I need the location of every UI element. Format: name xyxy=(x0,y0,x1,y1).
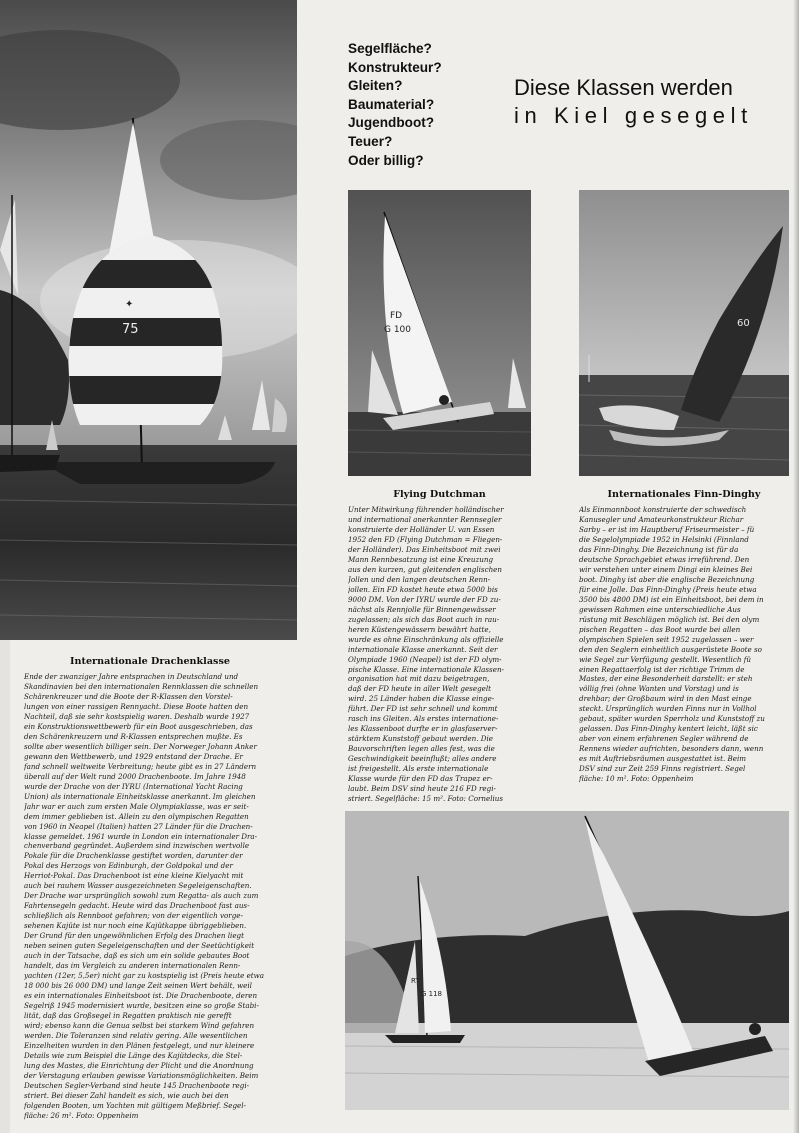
text-line: Segelriß 1945 modernisiert wurde, besitzen eine so große Stabi- xyxy=(24,1000,259,1010)
headline-line-2: in Kiel gesegelt xyxy=(514,103,753,128)
text-line: boot. Dinghy ist aber die englische Bezeichnung xyxy=(579,574,755,584)
caption-flying-dutchman: Flying Dutchman xyxy=(393,489,486,500)
text-line: jollen. Ein FD kostet heute etwa 5000 bis xyxy=(348,584,498,594)
text-line: von 1960 in Neapel (Italien) hatten 27 Länder für die Drachen- xyxy=(24,821,253,831)
text-line: wurde es ohne Einschränkung als offizielle xyxy=(348,634,504,644)
photo-flying-dutchman xyxy=(348,190,531,476)
text-line: pische Klasse. Eine internationale Klassen- xyxy=(348,664,504,674)
text-line: einen Regattaerfolg ist der richtige Trimm de xyxy=(579,664,745,674)
text-line: rüstung mit Beschlägen möglich ist. Bei den olym xyxy=(579,614,760,624)
text-line: Fahrtensegeln gedacht. Heute wird das Drachenboot fast aus- xyxy=(24,901,250,911)
question-item: Gleiten? xyxy=(348,78,403,94)
sail-number-class: RT xyxy=(411,977,420,985)
text-line: daß der FD heute in aller Welt gesegelt xyxy=(348,684,492,694)
text-line: Rennens wieder aufrichten, besonders dann, wenn xyxy=(579,744,764,754)
question-item: Oder billig? xyxy=(348,152,424,168)
text-line: dem immer geblieben ist. Allein zu den olympischen Regatten xyxy=(24,811,249,821)
text-line: der Verstagung erlauben gewisse Variationsmöglichkeiten. Beim xyxy=(24,1070,259,1080)
spinnaker-number: 75 xyxy=(122,322,139,337)
text-line: Herriot-Pokal. Das Drachenboot ist eine kleine Kielyacht mit xyxy=(24,871,244,881)
text-line: pischen Regatten – das Boot wurde bei allen xyxy=(579,624,741,634)
text-line: Sarby – er ist im Hauptberuf Friseurmeister – fü xyxy=(579,524,755,534)
text-line: laubt. Beim DSV sind heute 216 FD regi- xyxy=(348,784,496,794)
photo-drachenklasse xyxy=(0,0,297,640)
text-line: wird; ebenso kann die Genua selbst bei starkem Wind gefahren xyxy=(24,1020,255,1030)
text-line: DSV sind zur Zeit 259 Finns registriert. Segel xyxy=(579,764,746,774)
caption-drachenklasse: Internationale Drachenklasse xyxy=(70,656,230,667)
question-item: Teuer? xyxy=(348,133,393,149)
sail-number: G 100 xyxy=(384,325,412,335)
text-line: völlig frei (ohne Wanten und Vorstag) und is xyxy=(579,684,739,694)
text-line: nächst als Rennjolle für Binnengewässer xyxy=(348,604,496,614)
text-line: das Finn-Dinghy. Die Bezeichnung ist für da xyxy=(579,544,739,554)
sail-number: G 118 xyxy=(421,990,443,998)
text-line: Details wie zum Beispiel die Länge des Kajütdecks, die Stel- xyxy=(24,1050,243,1060)
text-line: den Schärenkreuzern und R-Klassen entsprechen mußte. Es xyxy=(24,731,243,741)
text-line: lungen von einer rassigen Rennyacht. Diese Boote hatten den xyxy=(24,701,249,711)
text-line: 3500 bis 4800 DM) ist ein Einheitsboot, bei dem in xyxy=(579,594,764,604)
text-line: internationale Klasse anerkannt. Seit der xyxy=(348,644,498,654)
spinnaker-mark: ✦ xyxy=(125,299,134,310)
text-line: Skandinavien bei den internationalen Rennklassen die schnellen xyxy=(24,681,259,691)
text-line: Deutschen Segler-Verband sind heute 145 Drachenboote regi- xyxy=(24,1080,250,1090)
text-line: stärktem Kunststoff gebaut werden. Die xyxy=(348,734,494,744)
text-line: konstruierte der Holländer U. van Essen xyxy=(348,524,495,534)
text-line: Mann Rennbesatzung ist eine Kreuzung xyxy=(348,554,494,564)
text-line: Olympiade 1960 (Neapel) ist der FD olym- xyxy=(348,654,502,664)
photo-finn-dinghy xyxy=(579,190,789,476)
text-line: wir verstehen unter einem Dingi ein kleines Bei xyxy=(579,564,753,574)
text-line: führt. Der FD ist sehr schnell und kommt xyxy=(348,704,498,714)
question-item: Baumaterial? xyxy=(348,96,435,112)
text-line: heren Küstengewässern bewährt hatte, xyxy=(348,624,491,634)
page-headline xyxy=(514,74,799,130)
text-line: Der Drache war ursprünglich sowohl zum Regatta- als auch zum xyxy=(24,891,259,901)
text-line: rasch ins Gleiten. Als erstes internatione- xyxy=(348,714,499,724)
text-line: les Klassenboot durfte er in glasfaserver- xyxy=(348,724,498,734)
text-line: Schärenkreuzer und die Boote der R-Klassen den Vorstel- xyxy=(24,691,233,701)
text-line: gewissen Rahmen eine unterschiedliche Aus xyxy=(579,604,741,614)
text-line: neben seinen guten Segeleigenschaften und der Seetüchtigkeit xyxy=(24,941,255,951)
text-line: gebaut, später wurden Sperrholz und Kunststoff zu xyxy=(579,714,765,724)
text-line: deutsche Sprachgebiet etwas irreführend. Den xyxy=(579,554,750,564)
text-line: steckt. Ursprünglich wurden Finns nur in Vollhol xyxy=(579,704,757,714)
text-line: gelassen. Das Finn-Dinghy kentert leicht, läßt sic xyxy=(579,724,758,734)
text-line: Pokal des Herzogs von Edinburgh, der Goldpokal und der xyxy=(24,861,233,871)
text-line: 1952 den FD (Flying Dutchman = Fliegen- xyxy=(348,534,503,544)
text-line: sehenen Kajüte ist nur noch eine Kajütkappe übriggeblieben. xyxy=(24,921,247,931)
text-line: olympischen Spielen seit 1952 zugelassen – wer xyxy=(579,634,754,644)
text-line: Klasse wurde für den FD das Trapez er- xyxy=(348,774,493,784)
text-line: Als Einmannboot konstruierte der schwedisch xyxy=(579,505,747,514)
text-line: aus den kurzen, gut gleitenden englischen xyxy=(348,564,503,574)
text-line: Ende der zwanziger Jahre entsprachen in Deutschland und xyxy=(24,672,239,681)
text-line: Union) als internationale Einheitsklasse anerkannt. Im gleichen xyxy=(24,791,256,801)
text-line: wie Segel zur Verfügung gestellt. Wesentlich fü xyxy=(579,654,751,664)
text-line: lung des Mastes, die Einrichtung der Plicht und die Anordnung xyxy=(24,1060,254,1070)
sail-number-class: FD xyxy=(390,311,403,321)
text-line: Nachteil, daß sie sehr kostspielig waren. Deshalb wurde 1927 xyxy=(24,711,250,721)
caption-finn-dinghy: Internationales Finn-Dinghy xyxy=(607,489,761,500)
article-flying-dutchman xyxy=(348,505,531,804)
text-line: Bauvorschriften legen alles fest, was die xyxy=(348,744,495,754)
text-line: Der Grund für den ungewöhnlichen Erfolg des Drachen liegt xyxy=(24,931,244,941)
headline-line-1: Diese Klassen werden xyxy=(514,75,733,100)
text-line: ein Konstruktionswettbewerb für ein Boot ausgeschrieben, das xyxy=(24,721,253,731)
text-line: auch in der Tatsache, daß es sich um ein solide gebautes Boot xyxy=(24,951,250,961)
article-finn-dinghy xyxy=(579,505,791,784)
page-edge-shadow xyxy=(793,0,799,1133)
question-item: Jugendboot? xyxy=(348,115,435,131)
question-list xyxy=(348,40,498,170)
text-line: Jollen und den langen deutschen Renn- xyxy=(348,574,491,584)
text-line: es ein internationales Einheitsboot ist. Die Drachenboote, deren xyxy=(24,991,258,1000)
text-line: Pokale für die Drachenklasse gestiftet worden, darunter der xyxy=(24,851,243,861)
text-line: der Holländer). Das Einheitsboot mit zwei xyxy=(348,544,501,554)
text-line: Jahr war er auch zum ersten Male Olympiaklasse, was er seit- xyxy=(24,801,249,811)
text-line: 9000 DM. Von der IYRU wurde der FD zu- xyxy=(348,594,501,604)
text-line: fläche: 26 m². Foto: Oppenheim xyxy=(24,1110,139,1120)
text-line: fläche: 10 m². Foto: Oppenheim xyxy=(579,774,694,784)
text-line: es mit Auftriebsräumen ausgestattet ist. Beim xyxy=(579,754,747,764)
text-line: sollte aber wesentlich billiger sein. Der Norweger Johann Anker xyxy=(24,741,257,751)
sail-number: 60 xyxy=(737,318,750,329)
text-line: wird. 25 Länder haben die Klasse einge- xyxy=(348,694,495,704)
text-line: die Segelolympiade 1952 in Helsinki (Finnland xyxy=(579,534,749,544)
text-line: klasse gemeldet. 1961 wurde in London ein internationaler Dra- xyxy=(24,831,258,841)
text-line: Geschwindigkeit beeinflußt; alles andere xyxy=(348,754,497,764)
text-line: den den Seglern einheitlich ausgerüstete Boote so xyxy=(579,644,762,654)
text-line: werden. Die Toleranzen sind relativ gering. Alle wesentlichen xyxy=(24,1030,248,1040)
text-line: und international anerkannter Rennsegler xyxy=(348,514,502,524)
article-drachenklasse xyxy=(24,672,297,1121)
text-line: Unter Mitwirkung führender holländischer xyxy=(348,505,504,514)
text-line: yachten (12er, 5,5er) nicht gar zu kostspielig ist (Preis heute etwa xyxy=(24,971,265,981)
text-line: 18 000 bis 26 000 DM) und lange Zeit seinen Wert behält, weil xyxy=(24,981,252,991)
text-line: folgenden Booten, um Yachten mit gültigem Meßbrief. Segel- xyxy=(24,1100,246,1110)
text-line: überall auf der Welt rund 2000 Drachenboote. Im Jahre 1948 xyxy=(24,771,246,781)
text-line: Mastes, der eine Besonderheit darstellt: er steh xyxy=(579,674,753,684)
question-item: Segelfläche? xyxy=(348,41,432,56)
question-item: Konstrukteur? xyxy=(348,59,442,75)
text-line: fand schnell weltweite Verbreitung; heute gibt es in 27 Ländern xyxy=(24,761,257,771)
text-line: aber von einem erfahrenen Segler während de xyxy=(579,734,749,744)
text-line: zugelassen; als sich das Boot auch in rau- xyxy=(348,614,500,624)
text-line: striert. Segelfläche: 15 m². Foto: Cornelius xyxy=(348,794,504,804)
text-line: für eine Jolle. Das Finn-Dinghy (Preis heute etwa xyxy=(579,584,757,594)
text-line: organisation hat mit dazu beigetragen, xyxy=(348,674,490,684)
photo-regatta xyxy=(345,811,789,1110)
text-line: gewann den Wettbewerb, und 1929 entstand der Drache. Er xyxy=(24,751,243,761)
text-line: ist freigestellt. Als erste internationale xyxy=(348,764,489,774)
text-line: drehbar; der Großbaum wird in den Mast einge xyxy=(579,694,752,704)
text-line: Einzelheiten wurden in den Plänen festgelegt, und nur kleinere xyxy=(24,1040,255,1050)
text-line: schließlich als Rennboot gefahren; von der eigentlich vorge- xyxy=(24,911,243,921)
text-line: lität, daß das Großsegel in Regatten praktisch nie gerefft xyxy=(24,1010,232,1020)
text-line: Kanusegler und Amateurkonstrukteur Richar xyxy=(579,514,744,524)
text-line: auch bei rauhem Wasser ausgezeichneten Segeleigenschaften. xyxy=(24,881,252,891)
text-line: wurde der Drache von der IYRU (International Yacht Racing xyxy=(24,781,243,791)
text-line: striert. Bei dieser Zahl handelt es sich, wie auch bei den xyxy=(24,1090,229,1100)
text-line: chenverband gegründet. Außerdem sind inzwischen wertvolle xyxy=(24,841,250,851)
text-line: handelt, das im Vergleich zu anderen internationalen Renn- xyxy=(24,961,241,971)
